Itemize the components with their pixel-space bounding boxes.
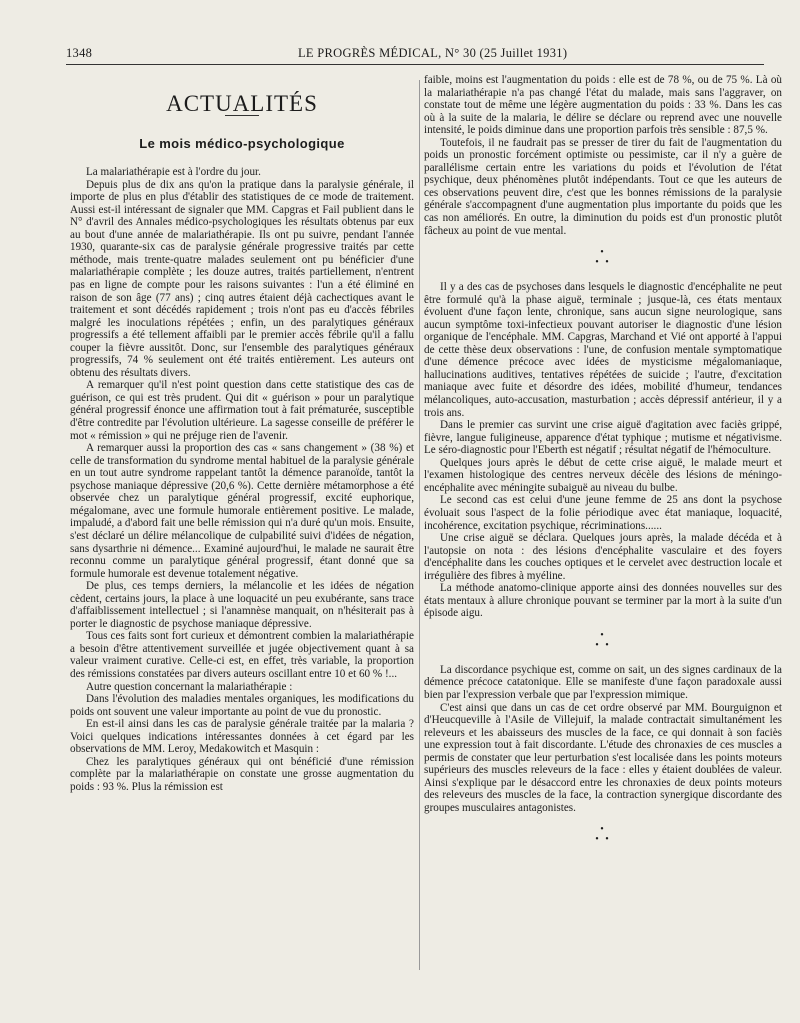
section-separator-ornament: • • • — [595, 247, 611, 269]
paragraph: Autre question concernant la malariathérapie : — [86, 680, 293, 693]
page-number: 1348 — [66, 46, 93, 60]
paragraph: Chez les paralytiques généraux qui ont bénéficié d'une rémission complète par la malariathérapie on constate une grosse augmentation du poids : 93 %. Plus la rémission est — [70, 755, 414, 793]
paragraph: De plus, ces temps derniers, la mélancolie et les idées de négation cèdent, certains jours, la place à une loquacité un peu exubérante, sans trace d'affaiblissement intellectuel ; si l'anamnèse manquait, on n'hésiterait pas à porter le diagnostic de psychose maniaque dépressive. — [70, 580, 414, 630]
paragraph: A remarquer aussi la proportion des cas « sans changement » (38 %) et celle de transformation du syndrome mental habituel de la paralysie générale en un tout autre syndrome rappelant tantôt la démence paranoïde, tantôt la psychose maniaque dépressive (20,6 %). Cette dernière métamorphose a été observée chez un paralytique général progressif, excité euphorique, mégalomane, avec une formule humorale entièrement positive. Le malade, impaludé, a d'abord fait une belle rémission qui n'a duré qu'un mois. Ensuite, s'est déclaré un délire mélancolique de culpabilité suivi d'idées de négation, sans dysarthrie ni démence... Examiné aujourd'hui, le malade ne saurait être reconnu comme un paralytique général progressif, étant donné que sa formule humorale est devenue totalement négative. — [70, 442, 414, 580]
article-heading: Le mois médico-psychologique — [139, 135, 345, 151]
section-separator-ornament: • • • — [595, 824, 611, 846]
paragraph: Il y a des cas de psychoses dans lesquels le diagnostic d'encéphalite ne peut être formulé qu'à la phase aiguë, terminale ; jusque-là, ces états mentaux évoluent d'une façon lente, chronique, sans aucun signe neurologique, sans aucun symptôme toxi-infectieux pouvant autoriser le diagnostic d'une lésion organique de l'encéphale. MM. Capgras, Marchand et Vié ont apporté à l'appui de cette thèse deux observations : l'une, de confusion mentale symptomatique d'une démence précoce avec idées de mysticisme mégalomaniaque, hallucinations auditives, tentatives répétées de suicide ; l'autre, d'excitation maniaque avec fuite et désordre des idées, mobilité d'humeur, tendances mélancoliques, auto-accusation, masturbation ; accès dépressif antérieur, il y a trois ans. — [424, 281, 782, 419]
left-column — [70, 76, 414, 793]
paragraph: En est-il ainsi dans les cas de paralysie générale traitée par la malaria ? Voici quelques indications intéressantes données à cet égard par les observations de MM. Leroy, Medakowitch et Masquin : — [70, 718, 414, 756]
paragraph: Une crise aiguë se déclara. Quelques jours après, la malade décéda et à l'autopsie on nota : des lésions d'encéphalite vasculaire et des foyers d'encéphalite dans les couches optiques et le cervelet avec destruction locale et irrégulière des fibres à myéline. — [424, 532, 782, 582]
paragraph: Quelques jours après le début de cette crise aiguë, le malade meurt et l'examen histologique des centres nerveux décèle des lésions de méningo-encéphalite avec méningite subaiguë au niveau du bulbe. — [424, 456, 782, 494]
paragraph: Toutefois, il ne faudrait pas se presser de tirer du fait de l'augmentation du poids un pronostic forcément optimiste ou pessimiste, car il n'y a guère de parallélisme certain entre les variations du poids et l'évolution de l'état psychique, deux phénomènes plutôt indépendants. Tout ce que les auteurs de ces observations peuvent dire, c'est que les bonnes rémissions de la paralysie générale s'accompagnent d'une augmentation plus importante du poids que les cas non améliorés. En outre, la diminution du poids est d'un pronostic plutôt fâcheux au point de vue mental. — [424, 136, 782, 237]
paragraph: La malariathérapie est à l'ordre du jour. — [86, 166, 261, 179]
paragraph: La méthode anatomo-clinique apporte ainsi des données nouvelles sur des états mentaux à allure chronique pouvant se terminer par la mort à la suite d'un épisode aigu. — [424, 582, 782, 620]
right-column — [424, 74, 782, 858]
paragraph: Dans l'évolution des maladies mentales organiques, les modifications du poids ont souvent une valeur importante au point de vue du pronostic. — [70, 693, 414, 718]
paragraph: C'est ainsi que dans un cas de cet ordre observé par MM. Bourguignon et d'Heucqueville à l'Asile de Villejuif, la malade contractait simultanément les releveurs et les abaisseurs des muscles de la face, ce qui donnait à son faciès une expression tout à fait discordante. L'étude des chronaxies de ces muscles a permis de constater que leur perturbation s'est localisée dans les points moteurs supérieurs des muscles releveurs de la face : elles y étaient doublées de valeur. Ainsi s'explique par le désaccord entre les chronaxies de deux points moteurs des releveurs des muscles de la face, la contraction synergique discordante des groupes musculaires antagonistes. — [424, 701, 782, 814]
paragraph: La discordance psychique est, comme on sait, un des signes cardinaux de la démence précoce catatonique. Elle se manifeste d'une façon paradoxale aussi bien par l'expression verbale que par l'expression mimique. — [424, 663, 782, 701]
paragraph: Dans le premier cas survint une crise aiguë d'agitation avec faciès grippé, fièvre, langue fuligineuse, apparence d'état typhique ; mutisme et négativisme. Le séro-diagnostic pour l'Eberth est négatif ; résultat négatif de l'hémoculture. — [424, 419, 782, 457]
section-title: ACTUALITÉS — [166, 91, 318, 116]
paragraph: faible, moins est l'augmentation du poids : elle est de 78 %, ou de 75 %. Là où la malariathérapie n'a pas changé l'état du malade, mais sans l'aggraver, on constate tout de même une légère augmentation du poids : 33 %. Dans les cas où à la suite de la malaria, le délire se déclare ou reprend avec une nouvelle intensité, le poids diminue dans une proportion parfois très sensible : 87,5 %. — [424, 74, 782, 137]
column-divider — [419, 80, 420, 970]
paragraph: Le second cas est celui d'une jeune femme de 25 ans dont la psychose évoluait sous l'aspect de la folie périodique avec état maniaque, loquacité, incohérence, excitation psychique, récriminations...... — [424, 494, 782, 532]
section-separator-ornament: • • • — [595, 629, 611, 651]
running-head — [66, 44, 764, 64]
journal-title: LE PROGRÈS MÉDICAL, N° 30 (25 Juillet 1931) — [298, 46, 568, 60]
paragraph: Tous ces faits sont fort curieux et démontrent combien la malariathérapie a besoin d'être attentivement surveillée et jugée objectivement quant à sa valeur vraiment curative. Celle-ci est, en effet, très variable, la proportion des rémissions constatées par divers auteurs oscillant entre 10 et 60 % !... — [70, 630, 414, 680]
header-rule — [66, 64, 764, 65]
paragraph: Depuis plus de dix ans qu'on la pratique dans la paralysie générale, il importe de plus en plus d'établir des statistiques de ce mode de traitement. Aussi est-il intéressant de signaler que MM. Capgras et Fail publient dans le N° d'avril des Annales médico-psychologiques les résultats obtenus par eux au bout d'une année de malariathérapie. Ils ont pu suivre, pendant l'année 1930, quarante-six cas de paralysie générale progressive traités par cette méthode, mais trente-quatre malades seulement ont pu bénéficier d'une malariathérapie complète ; les douze autres, traités partiellement, n'entrent pas en ligne de compte pour les raisons suivantes : l'un a été éliminé en raison de son âge (77 ans) ; cinq autres étaient déjà cachectiques avant le traitement et sont décédés rapidement ; trois n'ont pas eu d'accès fébriles malgré les inoculations répétées ; enfin, un des paralytiques généraux progressifs a été tellement affaibli par le premier accès fébrile qu'il a fallu couper la fièvre aussitôt. Donc, sur l'ensemble des paralytiques généraux progressifs, 74 % seulement ont été traités entièrement. Les auteurs ont obtenu des résultats divers. — [70, 178, 414, 379]
paragraph: A remarquer qu'il n'est point question dans cette statistique des cas de guérison, ce qui est très prudent. Qui dit « guérison » pour un paralytique général progressif énonce une affirmation tout à fait prématurée, susceptible d'être contredite par l'évolution ultérieure. La sagesse conseille de préférer le mot « rémission » qui ne préjuge rien de l'avenir. — [70, 379, 414, 442]
